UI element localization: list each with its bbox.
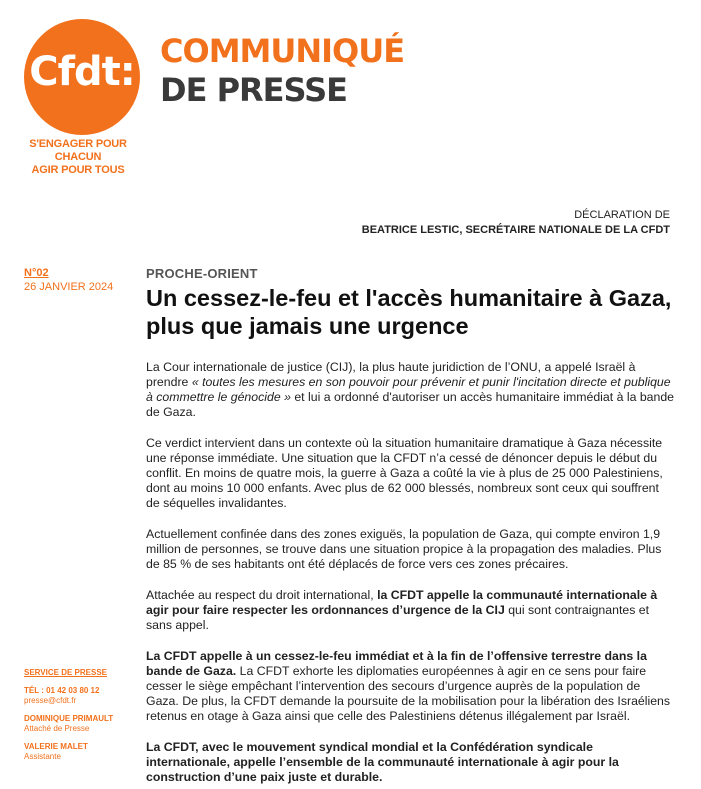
press-contacts (24, 668, 134, 762)
issue-date: 26 JANVIER 2024 (24, 281, 114, 293)
article-kicker: PROCHE-ORIENT (146, 266, 258, 281)
declaration-line-2: BEATRICE LESTIC, SECRÉTAIRE NATIONALE DE LA CFDT (361, 224, 670, 236)
p1-text-a: La Cour internationale de justice (CIJ), la plus haute juridiction de l’ONU, a appelé Israël à prendre (146, 360, 636, 389)
press-service-heading: SERVICE DE PRESSE (24, 668, 107, 677)
paragraph-1 (146, 360, 676, 420)
logo-tagline (10, 138, 146, 177)
p4-text-b: qui sont contraignantes et sans appel. (146, 603, 650, 632)
tagline-line-2: AGIR POUR TOUS (31, 164, 125, 176)
p5-bold: La CFDT appelle à un cessez-le-feu immédiat et à la fin de l’offensive terrestre dans la bande de Gaza. (146, 649, 647, 678)
paragraph-6 (146, 740, 676, 785)
header-line-1: COMMUNIQUÉ (160, 32, 405, 70)
contact-2-name: VALERIE MALET (24, 742, 88, 751)
declaration-line-1: DÉCLARATION DE (574, 209, 670, 221)
article-title: Un cessez-le-feu et l'accès humanitaire à Gaza, plus que jamais une urgence (146, 285, 672, 339)
paragraph-2: Ce verdict intervient dans un contexte où la situation humanitaire dramatique à Gaza nécessite une réponse immédiate. Une situation que la CFDT n’a cessé de dénoncer depuis le début du conflit. En moins de quatre mois, la guerre à Gaza a coûté la vie à plus de 25 000 Palestiniens, dont au moins 10 000 enfants. Avec plus de 62 000 blessés, nombreux sont ceux qui souffrent de séquelles invalidantes. (146, 436, 663, 510)
cfdt-logo (24, 19, 140, 135)
p5-text-b: La CFDT exhorte les diplomaties européennes à agir en ce sens pour faire cesser le siège empêchant l’intervention des secours d’urgence auprès de la population de Gaza. De plus, la CFDT demande la poursuite de la mobilisation pour la libération des Israéliens retenus en otage à Gaza ainsi que celle des Palestiniens détenus illégalement par Israël. (146, 664, 671, 723)
logo-text: Cfdt: (29, 49, 135, 95)
press-phone: TÉL : 01 42 03 80 12 (24, 686, 100, 695)
declaration-block (362, 208, 670, 238)
contact-1-name: DOMINIQUE PRIMAULT (24, 714, 114, 723)
contact-2-role: Assistante (24, 752, 61, 761)
header-line-2: DE PRESSE (160, 71, 348, 109)
paragraph-5 (146, 649, 676, 724)
p4-bold: la CFDT appelle la communauté internationale à agir pour faire respecter les ordonnances d’urgence de la CIJ (146, 588, 658, 617)
press-email[interactable]: presse@cfdt.fr (24, 696, 77, 705)
p1-quote: « toutes les mesures en son pouvoir pour prévenir et punir l'incitation directe et publique à commettre le génocide » (146, 375, 671, 404)
article-body (146, 360, 676, 785)
contact-1-role: Attaché de Presse (24, 724, 90, 733)
paragraph-4 (146, 588, 676, 633)
tagline-line-1: S'ENGAGER POUR CHACUN (29, 138, 127, 163)
paragraph-3: Actuellement confinée dans des zones exiguës, la population de Gaza, qui compte environ 1,9 million de personnes, se trouve dans une situation propice à la propagation des maladies. Plus de 85 % de ses habitants ont été déplacés de force vers ces zones précaires. (146, 527, 662, 571)
p4-text-a: Attachée au respect du droit international, (146, 588, 378, 602)
p1-text-b: et lui a ordonné d'autoriser un accès humanitaire immédiat à la bande de Gaza. (146, 390, 675, 419)
p6-bold: La CFDT, avec le mouvement syndical mondial et la Confédération syndicale internationale, appelle l’ensemble de la communauté internationale à agir pour la construction d’une paix juste et durable. (146, 740, 619, 784)
issue-number: N°02 (24, 267, 49, 279)
